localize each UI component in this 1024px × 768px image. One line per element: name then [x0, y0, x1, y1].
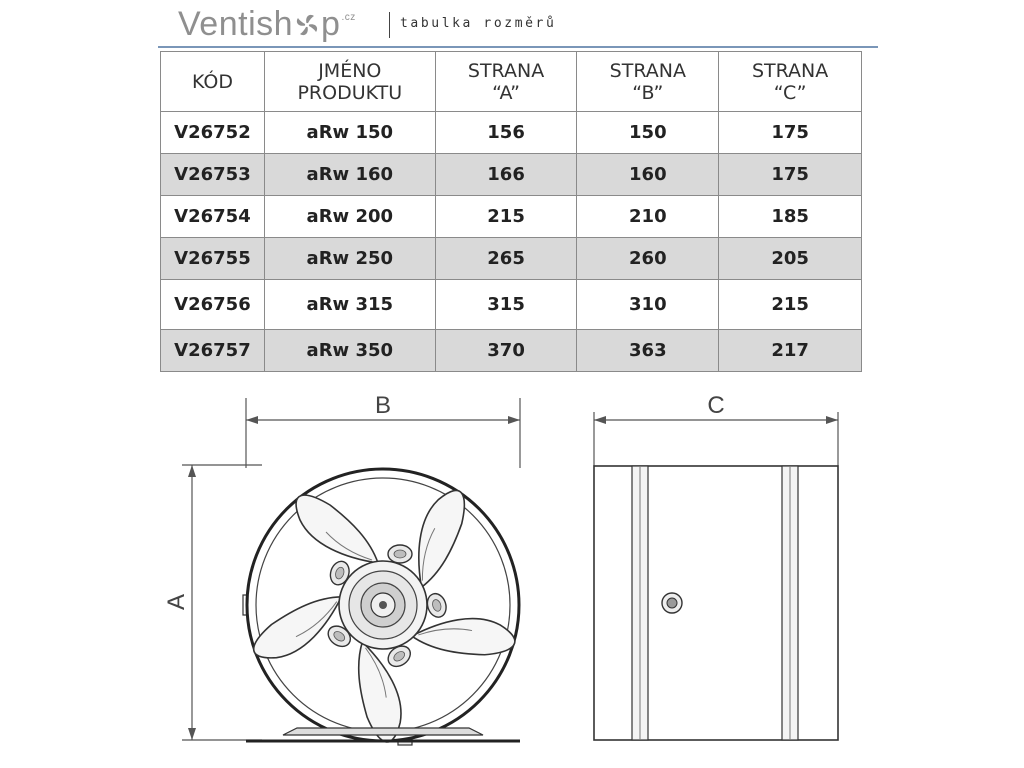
pinwheel-icon	[294, 12, 320, 38]
cell-product-name: aRw 350	[264, 330, 435, 372]
cell-side-b: 210	[577, 196, 719, 238]
cell-code: V26756	[161, 280, 265, 330]
column-header-side-a: STRANA “A”	[435, 52, 577, 112]
dimension-b	[246, 392, 520, 468]
page-subtitle: tabulka rozměrů	[400, 16, 557, 31]
cell-product-name: aRw 315	[264, 280, 435, 330]
label-c: C	[707, 392, 725, 419]
cell-code: V26755	[161, 238, 265, 280]
cell-side-b: 260	[577, 238, 719, 280]
table-row	[161, 112, 862, 154]
column-header-side-b: STRANA “B”	[577, 52, 719, 112]
brand-logo: Ventish p.cz	[178, 5, 356, 43]
header-separator	[389, 12, 390, 38]
cell-side-a: 166	[435, 154, 577, 196]
cell-code: V26753	[161, 154, 265, 196]
cell-side-c: 175	[719, 154, 862, 196]
cell-side-b: 150	[577, 112, 719, 154]
cell-side-b: 160	[577, 154, 719, 196]
cell-product-name: aRw 160	[264, 154, 435, 196]
cell-side-a: 265	[435, 238, 577, 280]
table-header-row	[161, 52, 862, 112]
cell-side-a: 215	[435, 196, 577, 238]
dimension-c	[594, 392, 838, 466]
cell-side-c: 205	[719, 238, 862, 280]
cell-code: V26754	[161, 196, 265, 238]
cell-product-name: aRw 200	[264, 196, 435, 238]
column-header-product-name: JMÉNO PRODUKTU	[264, 52, 435, 112]
table-row	[161, 238, 862, 280]
label-a: A	[163, 593, 190, 611]
label-b: B	[374, 392, 392, 419]
cell-side-c: 217	[719, 330, 862, 372]
cell-product-name: aRw 250	[264, 238, 435, 280]
cell-side-c: 175	[719, 112, 862, 154]
table-row	[161, 154, 862, 196]
table-row	[161, 196, 862, 238]
cell-side-b: 363	[577, 330, 719, 372]
cell-side-c: 185	[719, 196, 862, 238]
cell-code: V26757	[161, 330, 265, 372]
cell-side-c: 215	[719, 280, 862, 330]
table-row	[161, 280, 862, 330]
table-row	[161, 330, 862, 372]
cell-product-name: aRw 150	[264, 112, 435, 154]
cell-side-a: 370	[435, 330, 577, 372]
fan-side-view	[594, 466, 838, 740]
header-rule	[158, 46, 878, 48]
dimensions-table	[160, 51, 862, 372]
cell-code: V26752	[161, 112, 265, 154]
column-header-code: KÓD	[161, 52, 265, 112]
fan-dimension-drawing	[0, 380, 1024, 768]
column-header-side-c: STRANA “C”	[719, 52, 862, 112]
cell-side-a: 156	[435, 112, 577, 154]
cell-side-a: 315	[435, 280, 577, 330]
cell-side-b: 310	[577, 280, 719, 330]
fan-front-view	[243, 469, 520, 745]
